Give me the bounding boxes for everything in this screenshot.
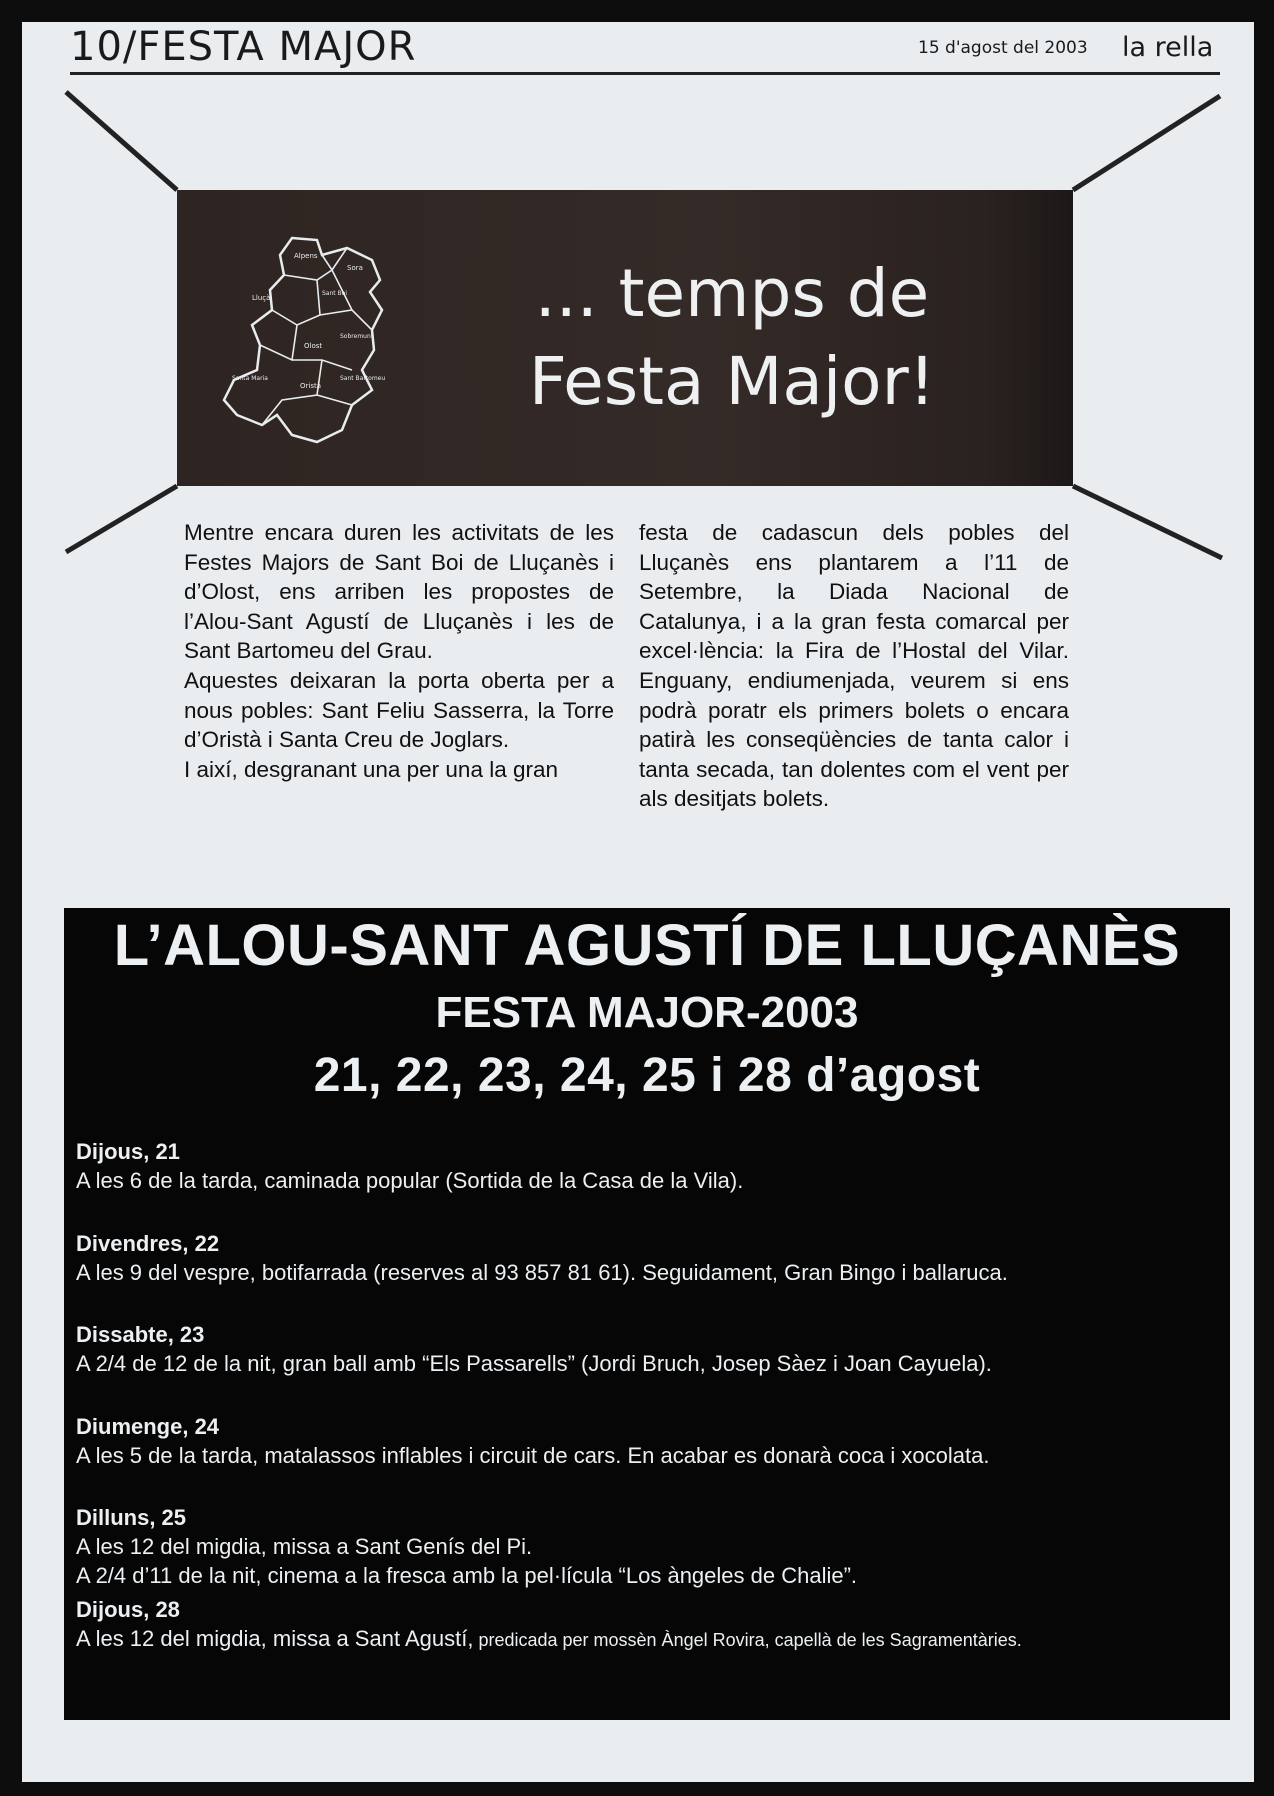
banner-title-line2: Festa Major! xyxy=(528,343,936,420)
svg-text:Oristà: Oristà xyxy=(300,382,322,390)
llucanes-map-icon xyxy=(222,230,412,450)
intro-column-right xyxy=(639,518,1069,814)
event-item xyxy=(76,1596,1216,1688)
svg-text:Lluçà: Lluçà xyxy=(252,294,271,302)
intro-paragraph: Mentre encara duren les activitats de les Festes Majors de Sant Boi de Lluçanès i d’Olost, ens arriben les propostes de l’Alou-Sant Agustí de Lluçanès i les de Sant Bartomeu del Grau. xyxy=(184,520,614,664)
program-title: L’ALOU-SANT AGUSTÍ DE LLUÇANÈS xyxy=(113,913,1181,978)
svg-text:Sora: Sora xyxy=(347,264,363,272)
event-description: A les 6 de la tarda, caminada popular (Sortida de la Casa de la Vila). xyxy=(76,1168,744,1193)
program-dates: 21, 22, 23, 24, 25 i 28 d’agost xyxy=(313,1049,981,1102)
program-subtitle: FESTA MAJOR-2003 xyxy=(435,988,859,1037)
svg-text:Olost: Olost xyxy=(304,342,323,350)
festa-major-banner xyxy=(177,190,1073,486)
event-item xyxy=(76,1321,1216,1413)
event-item xyxy=(76,1504,1216,1596)
intro-column-left xyxy=(184,518,614,784)
event-description: A les 12 del migdia, missa a Sant Genís del Pi. xyxy=(76,1534,533,1559)
intro-paragraph: Aquestes deixaran la porta oberta per a nous pobles: Sant Feliu Sasserra, la Torre d’Oristà i Santa Creu de Joglars. xyxy=(184,667,614,753)
event-item xyxy=(76,1230,1216,1322)
event-day: Dijous, 21 xyxy=(76,1139,180,1164)
event-item xyxy=(76,1413,1216,1505)
svg-text:Alpens: Alpens xyxy=(294,252,318,260)
event-list xyxy=(76,1138,1216,1687)
event-day: Divendres, 22 xyxy=(76,1230,220,1256)
svg-text:Sobremunt: Sobremunt xyxy=(340,333,374,340)
event-description: A 2/4 de 12 de la nit, gran ball amb “Els Passarells” (Jordi Bruch, Josep Sàez i Joan Cayuela). xyxy=(76,1351,992,1376)
event-day: Dilluns, 25 xyxy=(76,1505,187,1530)
newspaper-page xyxy=(22,22,1254,1782)
svg-text:Sant Bartomeu: Sant Bartomeu xyxy=(340,375,386,382)
intro-paragraph: I així, desgranant una per una la gran xyxy=(184,756,559,782)
event-description: A les 9 del vespre, botifarrada (reserves al 93 857 81 61). Seguidament, Gran Bingo i ballaruca. xyxy=(76,1259,1008,1285)
event-day: Diumenge, 24 xyxy=(76,1413,220,1439)
event-description-main: A les 12 del migdia, missa a Sant Agustí, xyxy=(76,1625,474,1651)
event-item xyxy=(76,1138,1216,1230)
banner-title-line1: ... temps de xyxy=(534,255,930,332)
event-description: A 2/4 d’11 de la nit, cinema a la fresca amb la pel·lícula “Los àngeles de Chalie”. xyxy=(76,1563,858,1588)
festa-program-box xyxy=(64,908,1230,1720)
publication-name: la rella xyxy=(1122,32,1214,63)
event-description: A les 5 de la tarda, matalassos inflables i circuit de cars. En acabar es donarà coca i xocolata. xyxy=(76,1442,990,1468)
banner-title xyxy=(517,250,947,426)
event-day: Dijous, 28 xyxy=(76,1596,180,1622)
event-description xyxy=(76,1624,1216,1655)
svg-text:Santa Maria: Santa Maria xyxy=(232,375,268,382)
page-section-header: 10/FESTA MAJOR xyxy=(70,24,417,70)
event-day: Dissabte, 23 xyxy=(76,1322,205,1347)
event-description-detail: predicada per mossèn Àngel Rovira, capellà de les Sagramentàries. xyxy=(473,1629,1022,1650)
issue-date: 15 d'agost del 2003 xyxy=(918,38,1088,58)
intro-paragraph: festa de cadascun dels pobles del Lluçanès ens plantarem a l’11 de Setembre, la Diada Nacional de Catalunya, i a la gran festa comarcal per excel·lència: la Fira de l’Hostal del Vilar. Enguany, endiumenjada, veurem si ens podrà poratr els primers bolets o encara patirà les conseqüències de tanta calor i tanta secada, tan dolentes com el vent per als desitjats bolets. xyxy=(639,520,1069,812)
svg-text:Sant Boi: Sant Boi xyxy=(322,290,348,297)
